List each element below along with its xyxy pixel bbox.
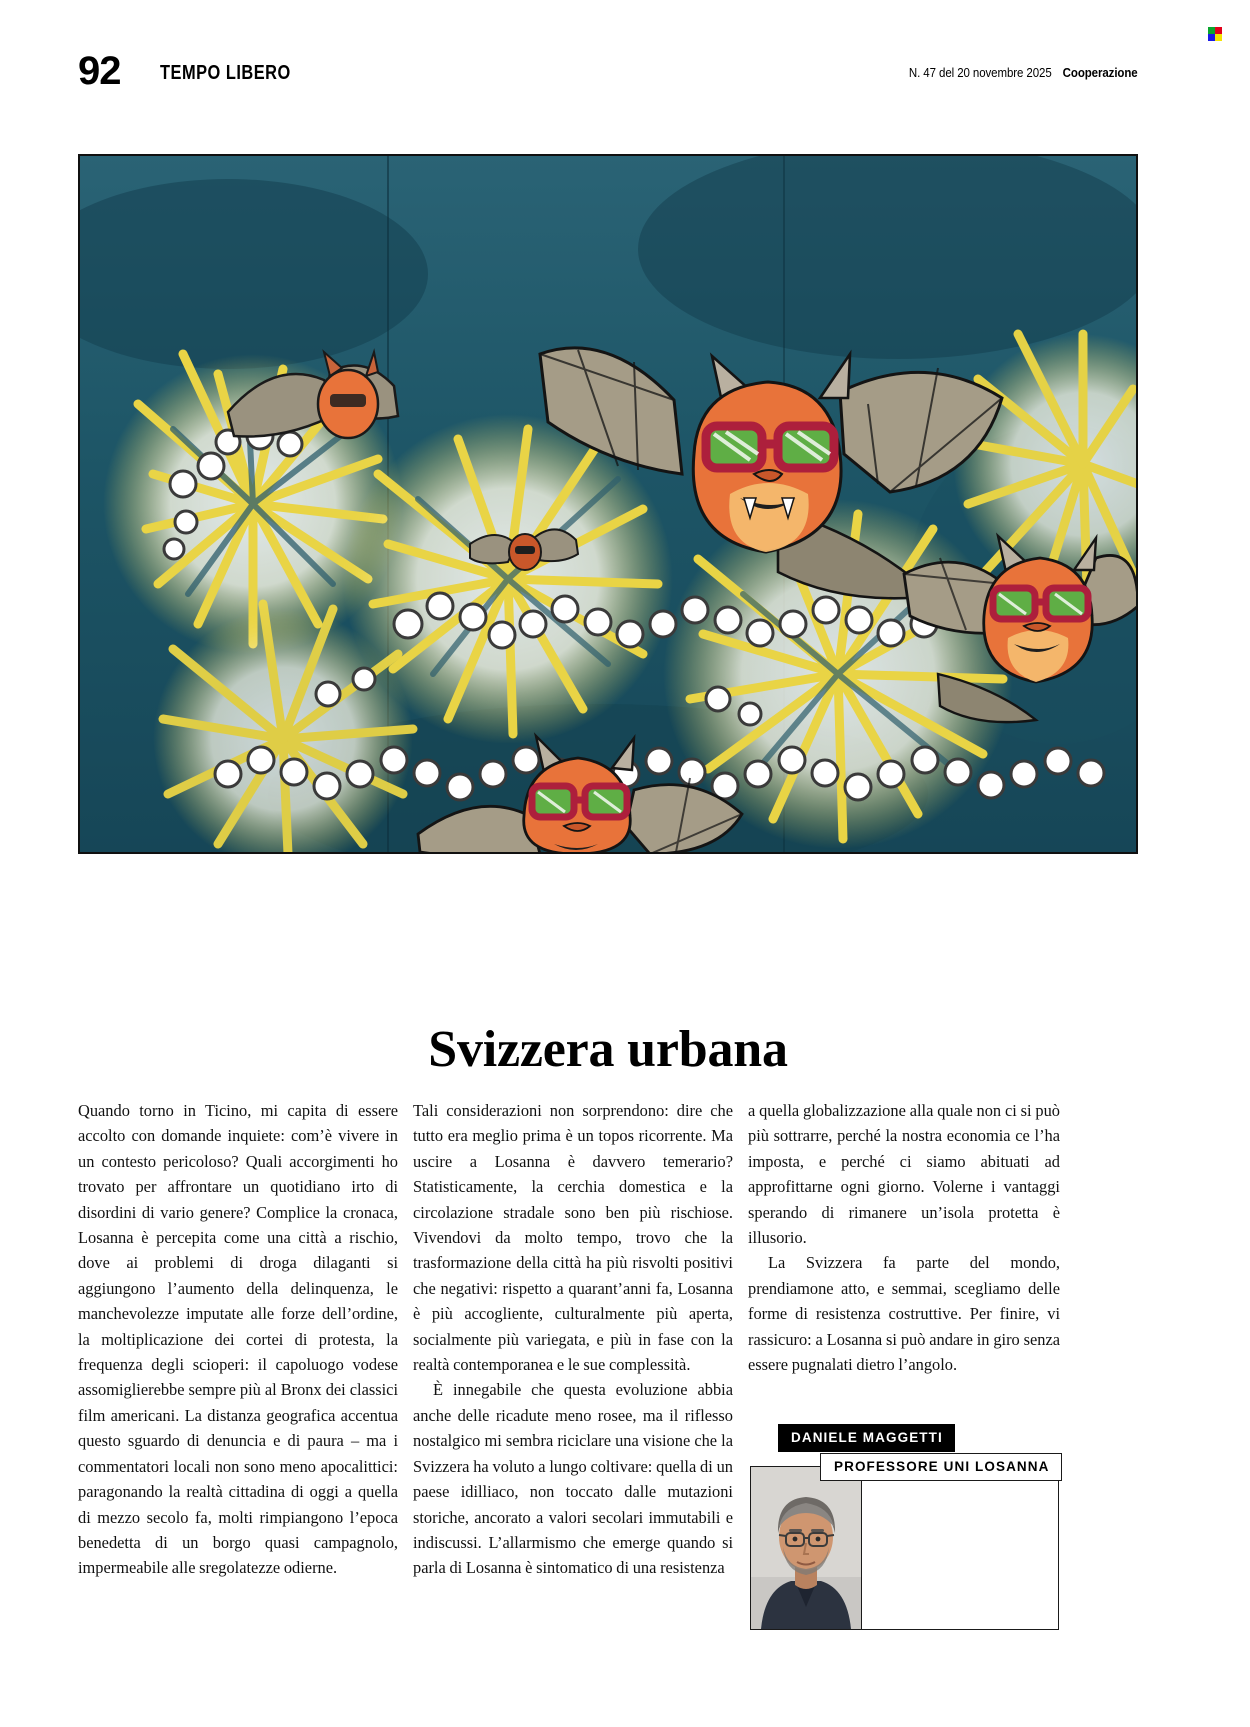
author-byline xyxy=(748,1424,1138,1644)
text-column-3 xyxy=(748,1098,1060,1377)
text-column-2 xyxy=(413,1098,733,1581)
paragraph: Quando torno in Ticino, mi capita di essere accolto con domande inquiete: com’è vivere in un contesto pericoloso? Quali accorgimenti ho trovato per affrontare un quotidiano irto di disordini di vario genere? Complice la cronaca, Losanna è percepita come una città a rischio, dove ai problemi di droga dilaganti si aggiungono l’aumento della delinquenza, le manchevolezze imputate alle forze dell’ordine, la moltiplicazione dei cortei di protesta, la frequenza degli scioperi: il capoluogo vodese assomiglierebbe sempre più al Bronx dei classici film americani. La distanza geografica accentua questo sguardo di denuncia e di paura – ma i commentatori locali non sono meno apocalittici: paragonando la realtà cittadina di oggi a quella di mezzo secolo fa, molti rimpiangono l’epoca benedetta di un borgo quasi campagnolo, impermeabile alle sregolatezze odierne. xyxy=(78,1101,398,1578)
article-illustration xyxy=(78,154,1138,854)
issue-info xyxy=(909,66,1138,80)
section-rubric: TEMPO LIBERO xyxy=(160,62,291,84)
author-name-tag: DANIELE MAGGETTI xyxy=(778,1424,955,1452)
author-portrait xyxy=(750,1466,862,1630)
byline-frame xyxy=(860,1468,1059,1630)
publication-brand: Cooperazione xyxy=(1063,66,1138,80)
paragraph: La Svizzera fa parte del mondo, prendiamone atto, e semmai, scegliamo delle forme di resistenza costruttive. Per finire, vi rassicuro: a Losanna si può andare in giro senza essere pugnalati dietro l’angolo. xyxy=(748,1253,1060,1375)
issue-date: N. 47 del 20 novembre 2025 xyxy=(909,66,1053,80)
author-role-tag: PROFESSORE UNI LOSANNA xyxy=(820,1453,1062,1481)
paragraph: È innegabile che questa evoluzione abbia anche delle ricadute meno rosee, ma il riflesso nostalgico mi sembra riciclare una visione che la Svizzera ha voluto a lungo coltivare: quella di un paese idilliaco, non toccato dalle mutazioni storiche, ancorato a valori secolari immutabili e indiscussi. L’allarmismo che emerge quando si parla di Losanna è sintomatico di una resistenza xyxy=(413,1380,733,1578)
page-title: Svizzera urbana xyxy=(428,1020,788,1078)
page-header xyxy=(78,49,1138,104)
text-column-1 xyxy=(78,1098,398,1581)
paragraph: a quella globalizzazione alla quale non ci si può più sottrarre, perché la nostra economia ce l’ha imposta, e perché ci siamo abituati ad approfittarne ogni giorno. Volerne i vantaggi sperando di rimanere un’isola protetta è illusorio. xyxy=(748,1101,1060,1248)
page-number: 92 xyxy=(78,49,121,93)
paragraph: Tali considerazioni non sorprendono: dire che tutto era meglio prima è un topos ricorrente. Ma uscire a Losanna è davvero temerario? Statisticamente, la cerchia domestica e la circolazione stradale sono ben più rischiose. Vivendovi da molto tempo, trovo che la trasformazione della città ha più risvolti positivi che negativi: rispetto a quarant’anni fa, Losanna è più accogliente, culturalmente più aperta, socialmente più variegata, e più in fase con la realtà contemporanea e le sue complessità. xyxy=(413,1101,733,1375)
cmyk-registration-mark xyxy=(1208,27,1222,41)
